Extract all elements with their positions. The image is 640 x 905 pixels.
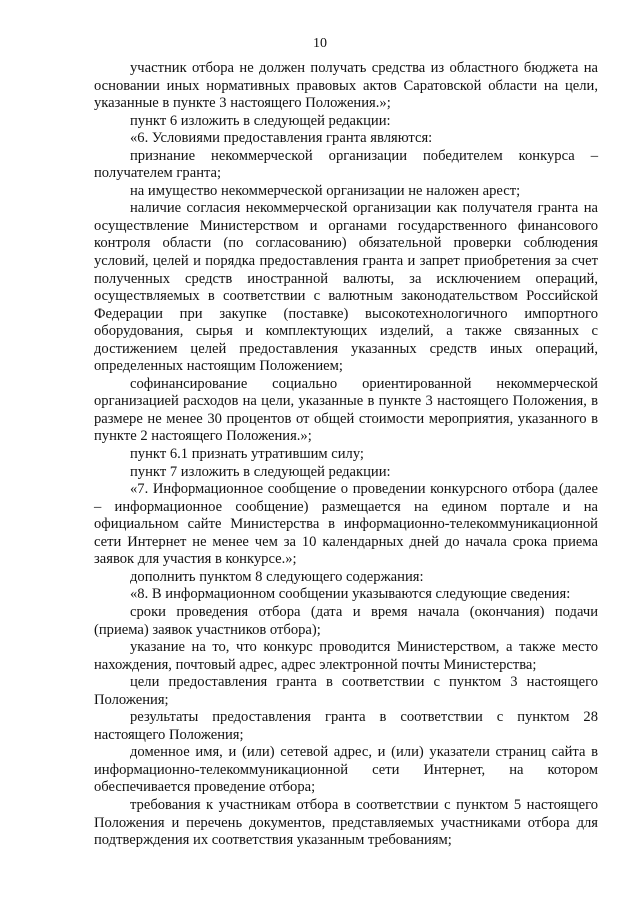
paragraph-10: «7. Информационное сообщение о проведении конкурсного отбора (далее – информационное сообщение) размещается на едином портале и на официальном сайте Министерства в информационно-телекоммуникационной сети Интернет не менее чем за 10 календарных дней до начала срока приема заявок для участия в конкурсе.»; xyxy=(94,481,598,568)
paragraph-7: софинансирование социально ориентированной некоммерческой организацией расходов на цели, указанные в пункте 3 настоящего Положения, в размере не менее 30 процентов от общей стоимости мероприятия, указанного в пункте 2 настоящего Положения.»; xyxy=(94,375,598,445)
paragraph-3: «6. Условиями предоставления гранта являются: xyxy=(130,130,433,147)
paragraph-11: дополнить пунктом 8 следующего содержания: xyxy=(130,568,424,585)
paragraph-4: признание некоммерческой организации победителем конкурса – получателем гранта; xyxy=(94,147,598,182)
paragraph-17: доменное имя, и (или) сетевой адрес, и (или) указатели страниц сайта в информационно-телекоммуникационной сети Интернет, на котором обеспечивается проведение отбора; xyxy=(94,744,598,796)
page-number: 10 xyxy=(313,36,327,51)
paragraph-18: требования к участникам отбора в соответствии с пунктом 5 настоящего Положения и перечень документов, представляемых участниками отбора для подтверждения их соответствия указанным требованиям; xyxy=(94,796,598,849)
paragraph-2: пункт 6 изложить в следующей редакции: xyxy=(130,112,391,129)
paragraph-14: указание на то, что конкурс проводится Министерством, а также место нахождения, почтовый адрес, адрес электронной почты Министерства; xyxy=(94,639,598,673)
paragraph-15: цели предоставления гранта в соответствии с пунктом 3 настоящего Положения; xyxy=(94,674,598,708)
paragraph-9: пункт 7 изложить в следующей редакции: xyxy=(130,463,391,480)
paragraph-16: результаты предоставления гранта в соответствии с пунктом 28 настоящего Положения; xyxy=(94,709,598,743)
document-body xyxy=(94,60,598,850)
paragraph-5: на имущество некоммерческой организации не наложен арест; xyxy=(130,182,521,199)
paragraph-6: наличие согласия некоммерческой организации как получателя гранта на осуществление Министерством и органами государственного финансового контроля области (по согласованию) обязательной проверки соблюдения условий, целей и порядка предоставления гранта и запрет приобретения за счет полученных средств иностранной валюты, за исключением операций, осуществляемых в соответствии с валютным законодательством Российской Федерации при закупке (поставке) высокотехнологичного импортного оборудования, сырья и комплектующих изделий, а также связанных с достижением целей предоставления указанных средств иных операций, определенных настоящим Положением; xyxy=(94,200,598,375)
paragraph-1: участник отбора не должен получать средства из областного бюджета на основании иных нормативных правовых актов Саратовской области на цели, указанные в пункте 3 настоящего Положения.»; xyxy=(94,60,598,112)
paragraph-8: пункт 6.1 признать утратившим силу; xyxy=(130,446,364,463)
paragraph-12: «8. В информационном сообщении указываются следующие сведения: xyxy=(130,586,571,603)
paragraph-13: сроки проведения отбора (дата и время начала (окончания) подачи (приема) заявок участников отбора); xyxy=(94,603,598,638)
